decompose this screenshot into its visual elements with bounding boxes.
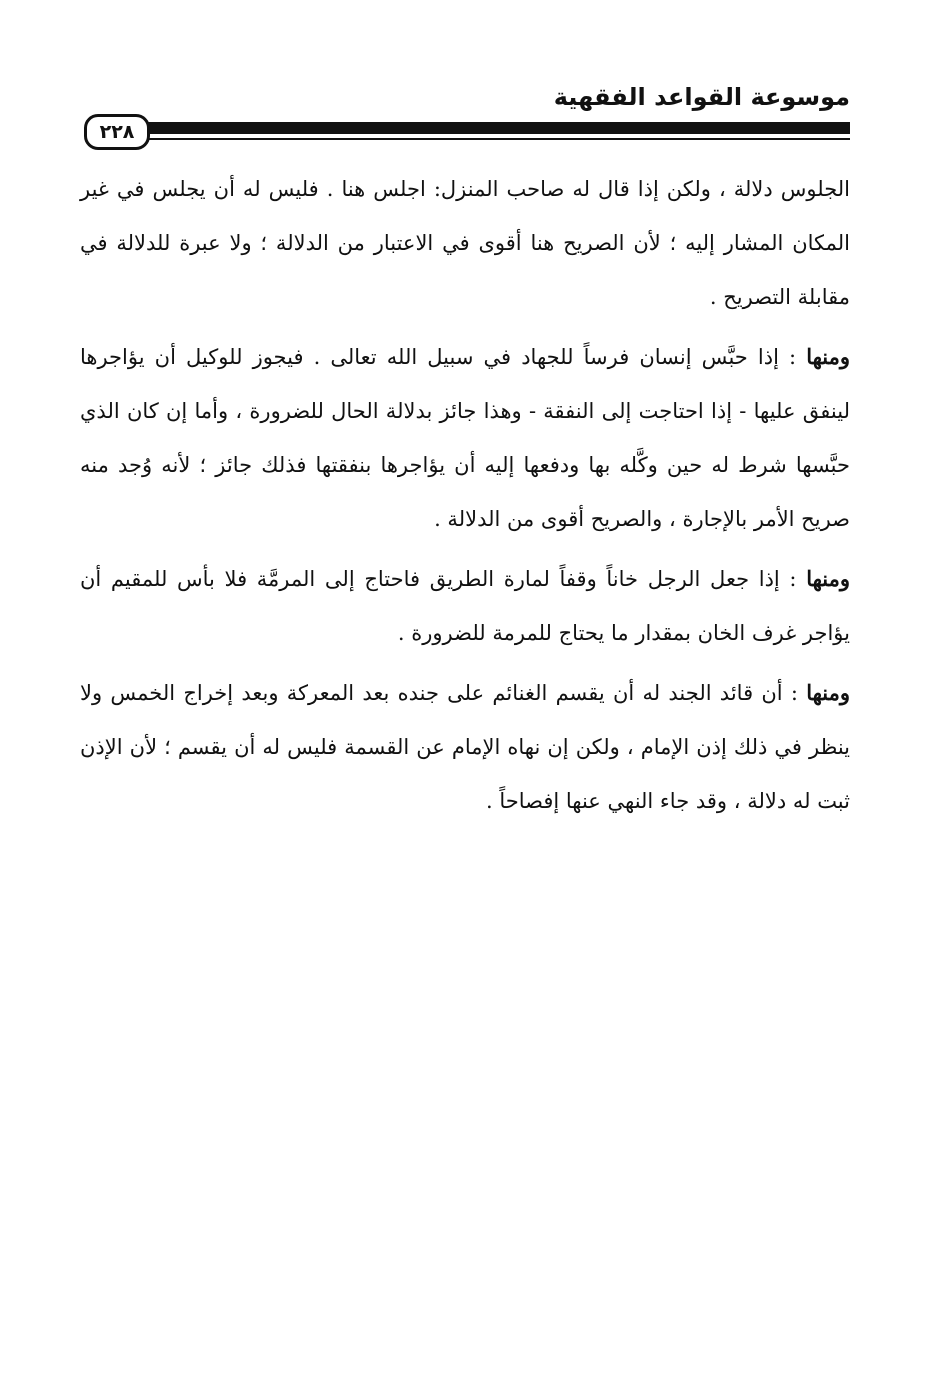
header-rule-thick [88,122,850,134]
paragraph-text: : إذا حبَّس إنسان فرساً للجهاد في سبيل الله تعالى . فيجوز للوكيل أن يؤاجرها لينفق عليها - إذا احتاجت إلى النفقة - وهذا جائز بدلالة الحال للضرورة ، وأما إن كان الذي حبَّسها شرط له حين وكَّله بها ودفعها إليه أن يؤاجرها بنفقتها فذلك جائز ؛ لأنه وُجد منه صريح الأمر بالإجارة ، والصريح أقوى من الدلالة . [80,345,850,531]
paragraph-lead: ومنها [806,680,850,705]
paragraph-text: : أن قائد الجند له أن يقسم الغنائم على جنده بعد المعركة وبعد إخراج الخمس ولا ينظر في ذلك إذن الإمام ، ولكن إن نهاه الإمام عن القسمة فليس له أن يقسم ؛ لأن الإذن ثبت له دلالة ، وقد جاء النهي عنها إفصاحاً . [80,681,850,813]
header-rule-thin [88,138,850,140]
paragraph [80,666,850,828]
paragraph-lead: ومنها [806,566,850,591]
page-header [88,78,850,158]
paragraph [80,162,850,324]
page-body [80,162,850,834]
book-title: موسوعة القواعد الفقهية [553,83,850,111]
paragraph [80,552,850,660]
page-number: ٢٢٨ [84,114,150,150]
paragraph-text: : إذا جعل الرجل خاناً وقفاً لمارة الطريق فاحتاج إلى المرمَّة فلا بأس للمقيم أن يؤاجر غرف الخان بمقدار ما يحتاج للمرمة للضرورة . [80,567,850,645]
paragraph-text: الجلوس دلالة ، ولكن إذا قال له صاحب المنزل: اجلس هنا . فليس له أن يجلس في غير المكان المشار إليه ؛ لأن الصريح هنا أقوى في الاعتبار من الدلالة ؛ ولا عبرة للدلالة في مقابلة التصريح . [80,177,850,309]
paragraph [80,330,850,546]
paragraph-lead: ومنها [806,344,850,369]
